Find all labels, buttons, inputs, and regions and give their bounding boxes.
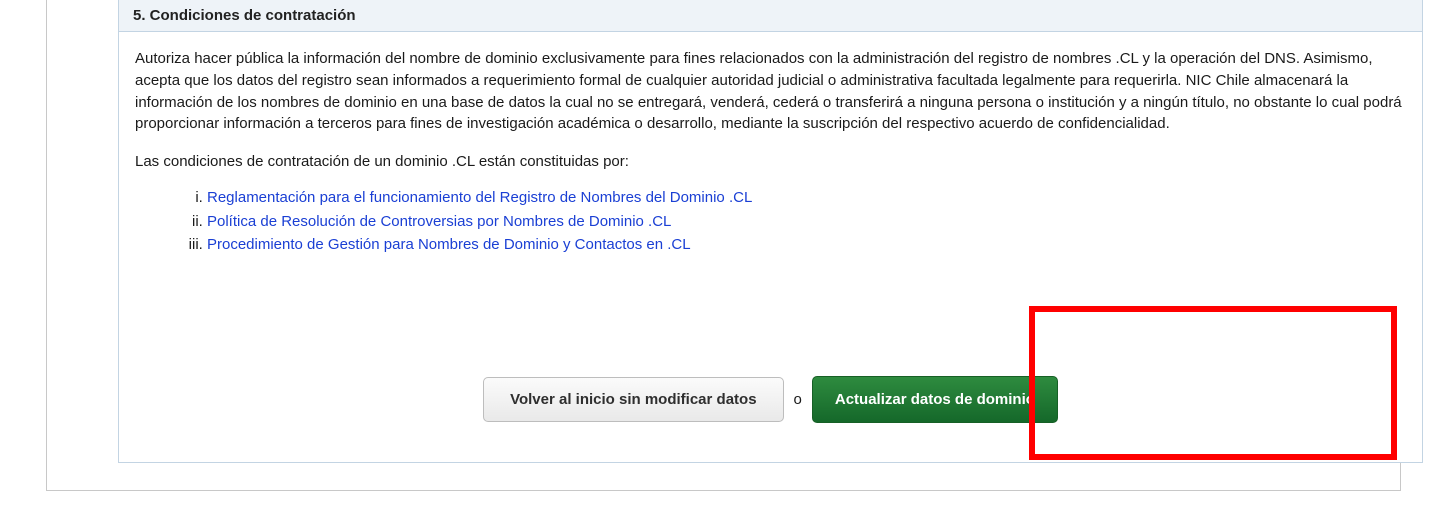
update-domain-data-button[interactable]: Actualizar datos de dominio — [812, 376, 1058, 423]
link-politica-resolucion[interactable]: Política de Resolución de Controversias por Nombres de Dominio .CL — [207, 212, 672, 230]
section-title: 5. Condiciones de contratación — [133, 7, 356, 24]
form-actions — [119, 364, 1422, 434]
conditions-links-list — [135, 187, 1406, 256]
panel-body — [119, 32, 1422, 256]
contract-conditions-panel — [118, 0, 1423, 463]
conditions-paragraph-2: Las condiciones de contratación de un dominio .CL están constituidas por: — [135, 153, 629, 170]
link-procedimiento-gestion[interactable]: Procedimiento de Gestión para Nombres de Dominio y Contactos en .CL — [207, 236, 691, 254]
link-reglamentacion[interactable]: Reglamentación para el funcionamiento del Registro de Nombres del Dominio .CL — [207, 188, 753, 206]
list-item — [207, 211, 1406, 233]
back-without-saving-button[interactable]: Volver al inicio sin modificar datos — [483, 377, 783, 422]
panel-header — [119, 0, 1422, 32]
list-item — [207, 234, 1406, 256]
conditions-paragraph-1: Autoriza hacer pública la información del nombre de dominio exclusivamente para fines relacionados con la administración del registro de nombres .CL y la operación del DNS. Asimismo, acepta que los datos del registro sean informados a requerimiento formal de cualquier autoridad judicial o administrativa facultada legalmente para requerirla. NIC Chile almacenará la información de los nombres de dominio en una base de datos la cual no se entregará, venderá, cederá o transferirá a ninguna persona o institución y a ningún título, no obstante lo cual podrá proporcionar información a terceros para fines de investigación académica o desarrollo, mediante la suscripción del respectivo acuerdo de confidencialidad. — [135, 50, 1402, 133]
list-item — [207, 187, 1406, 209]
actions-separator: o — [793, 390, 802, 408]
page-card — [46, 0, 1401, 491]
